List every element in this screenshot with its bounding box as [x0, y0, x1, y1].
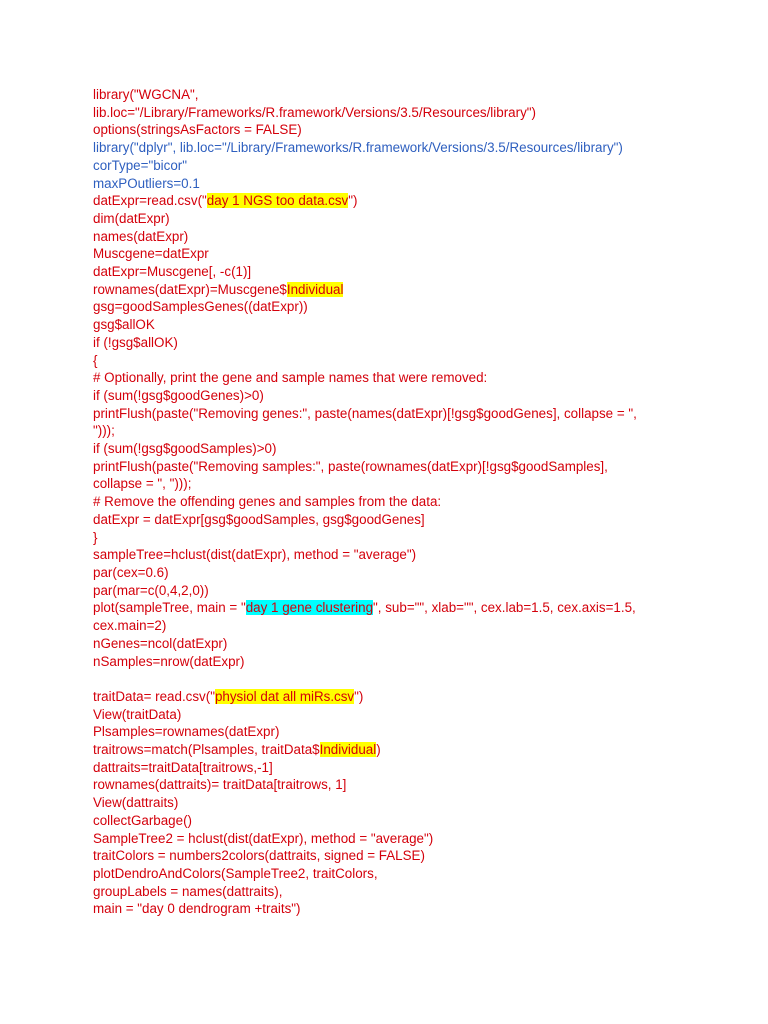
highlighted-text: physiol dat all miRs.csv — [214, 688, 355, 704]
code-line: dim(datExpr) — [93, 210, 170, 226]
code-line: corType="bicor" — [93, 157, 187, 173]
code-line: collapse = ", "))); — [93, 476, 192, 492]
code-line: names(datExpr) — [93, 228, 189, 244]
code-line: gsg=goodSamplesGenes((datExpr)) — [93, 299, 308, 315]
code-line — [93, 670, 733, 688]
code-line: if (sum(!gsg$goodSamples)>0) — [93, 441, 277, 457]
code-line: datExpr = datExpr[gsg$goodSamples, gsg$goodGenes] — [93, 511, 425, 527]
code-line: printFlush(paste("Removing genes:", paste(names(datExpr)[!gsg$goodGenes], collapse = ", — [93, 405, 637, 421]
code-line: Muscgene=datExpr — [93, 246, 209, 262]
code-text: traitrows=match(Plsamples, traitData$ — [93, 742, 320, 757]
code-line — [93, 741, 733, 759]
code-line: library("WGCNA", — [93, 87, 199, 102]
code-text: ") — [354, 688, 364, 704]
code-line — [93, 688, 733, 706]
code-text: traitData= read.csv(" — [93, 688, 215, 704]
code-line: groupLabels = names(dattraits), — [93, 883, 283, 899]
code-line: SampleTree2 = hclust(dist(datExpr), method = "average") — [93, 830, 434, 846]
code-line: collectGarbage() — [93, 812, 192, 828]
code-line: } — [93, 529, 98, 545]
code-line: par(cex=0.6) — [93, 564, 169, 580]
code-line: main = "day 0 dendrogram +traits") — [93, 901, 301, 917]
highlighted-text: day 1 NGS too data.csv — [206, 193, 349, 209]
code-line: options(stringsAsFactors = FALSE) — [93, 122, 302, 138]
code-text: rownames(datExpr)=Muscgene$ — [93, 281, 287, 297]
code-text: datExpr=read.csv(" — [93, 193, 207, 209]
code-line: # Remove the offending genes and samples from the data: — [93, 494, 442, 510]
code-line: datExpr=Muscgene[, -c(1)] — [93, 264, 252, 280]
code-line: traitColors = numbers2colors(dattraits, signed = FALSE) — [93, 848, 425, 864]
code-line: View(traitData) — [93, 706, 182, 722]
code-line: maxPOutliers=0.1 — [93, 175, 200, 191]
code-line: cex.main=2) — [93, 618, 167, 634]
code-line: nGenes=ncol(datExpr) — [93, 635, 228, 651]
code-line — [93, 599, 733, 617]
highlighted-text: day 1 gene clustering — [245, 600, 374, 616]
code-line: Plsamples=rownames(datExpr) — [93, 724, 280, 740]
code-line: if (sum(!gsg$goodGenes)>0) — [93, 387, 264, 403]
code-line: View(dattraits) — [93, 795, 179, 811]
code-line: plotDendroAndColors(SampleTree2, traitColors, — [93, 865, 378, 881]
code-text: plot(sampleTree, main = " — [93, 600, 246, 616]
code-line: dattraits=traitData[traitrows,-1] — [93, 759, 273, 775]
highlighted-text: Individual — [286, 281, 344, 297]
code-line: lib.loc="/Library/Frameworks/R.framework/Versions/3.5/Resources/library") — [93, 104, 536, 120]
code-text: ", sub="", xlab="", cex.lab=1.5, cex.axis=1.5, — [373, 600, 636, 616]
code-line: par(mar=c(0,4,2,0)) — [93, 582, 209, 598]
code-line: # Optionally, print the gene and sample names that were removed: — [93, 370, 488, 386]
code-block — [93, 86, 733, 918]
code-text: ") — [348, 193, 358, 209]
code-line: "))); — [93, 423, 115, 439]
code-text: ) — [376, 742, 381, 757]
code-line: library("dplyr", lib.loc="/Library/Frameworks/R.framework/Versions/3.5/Resources/library") — [93, 140, 623, 156]
code-line: gsg$allOK — [93, 317, 155, 333]
code-line: { — [93, 352, 98, 368]
code-line — [93, 192, 733, 210]
code-line: printFlush(paste("Removing samples:", paste(rownames(datExpr)[!gsg$goodSamples], — [93, 458, 608, 474]
code-line: nSamples=nrow(datExpr) — [93, 653, 245, 669]
code-line: sampleTree=hclust(dist(datExpr), method = "average") — [93, 547, 417, 563]
highlighted-text: Individual — [319, 742, 377, 757]
code-line: rownames(dattraits)= traitData[traitrows, 1] — [93, 777, 347, 793]
code-line — [93, 281, 733, 299]
code-line: if (!gsg$allOK) — [93, 334, 178, 350]
